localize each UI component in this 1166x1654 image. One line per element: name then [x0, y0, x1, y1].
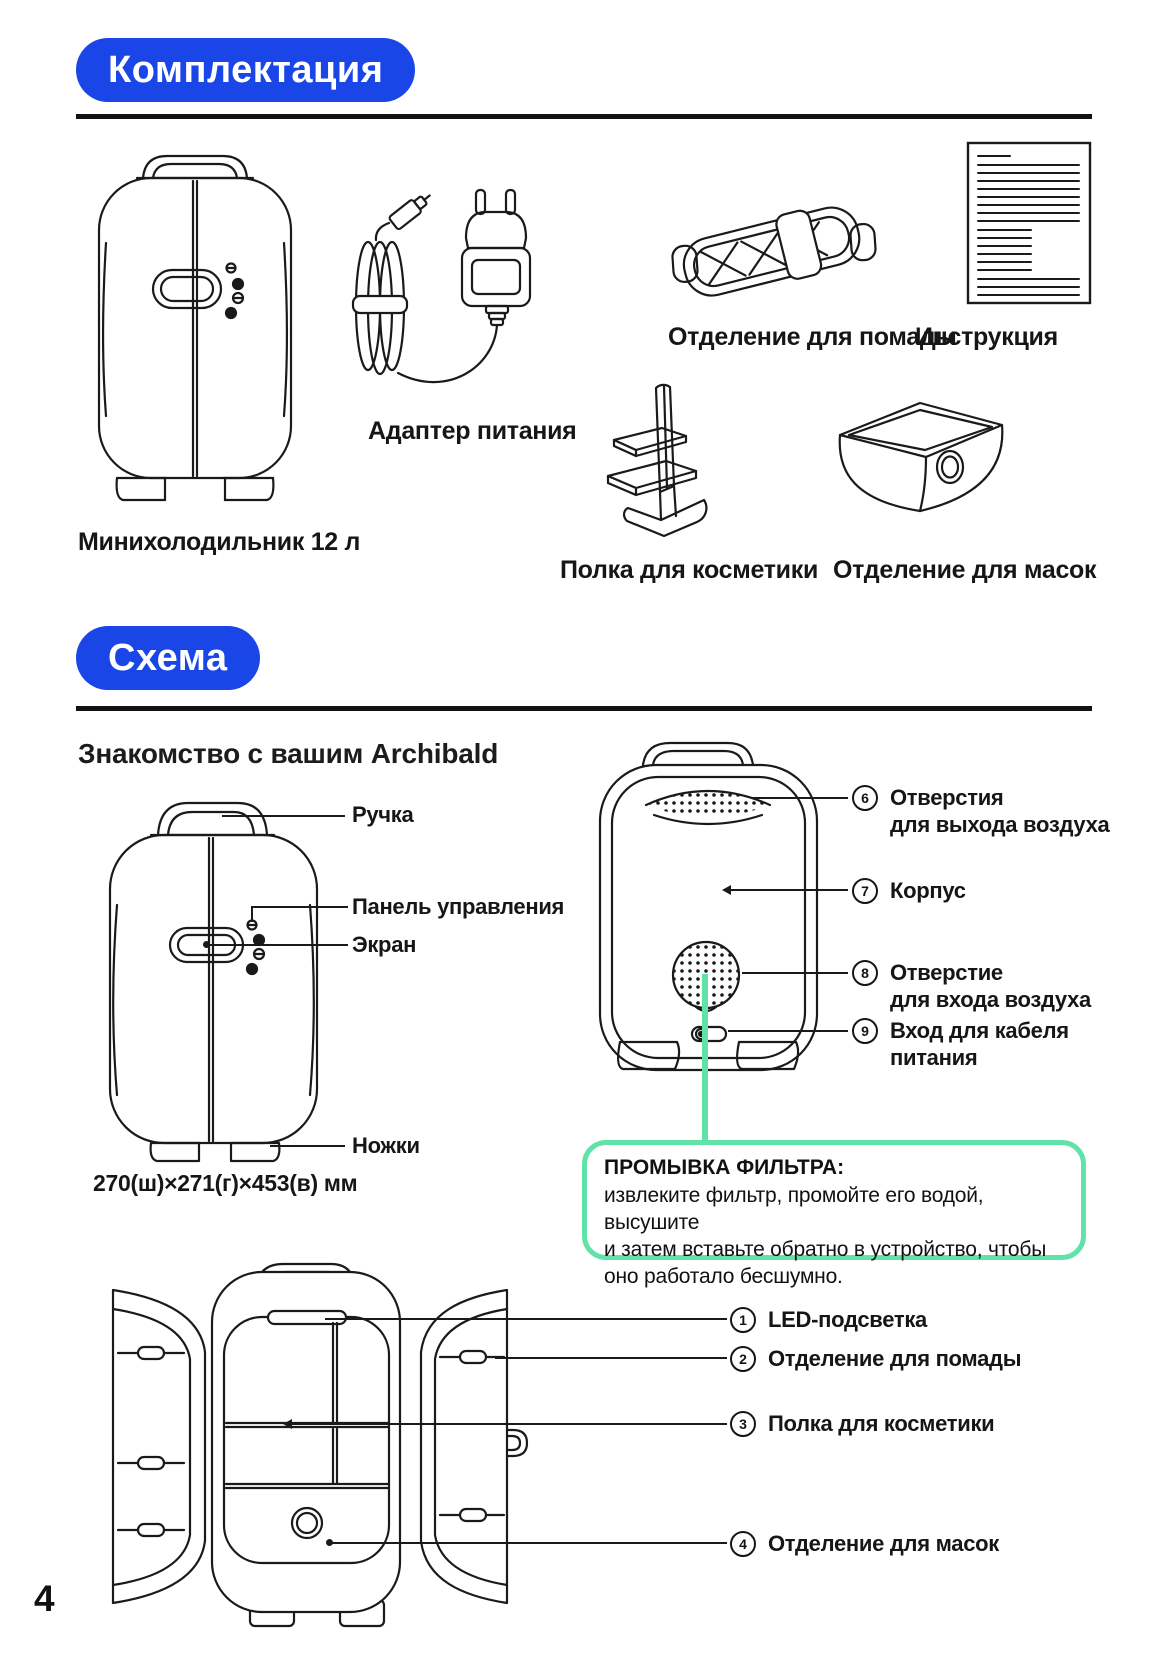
inside-label-led: 1 LED-подсветка — [730, 1306, 927, 1333]
manual-sheet-illustration — [965, 140, 1093, 308]
label-adapter: Адаптер питания — [368, 417, 577, 445]
leader-cable-inlet — [728, 1030, 848, 1032]
lipstick-tray-illustration — [665, 192, 883, 314]
num-circle-8: 8 — [852, 960, 878, 986]
page-number: 4 — [34, 1578, 55, 1619]
leader-panel — [251, 906, 348, 908]
minifridge-illustration — [95, 148, 295, 503]
label-screen: Экран — [352, 932, 417, 957]
section-divider-2 — [76, 706, 1092, 711]
filter-connector-line — [702, 974, 708, 1140]
schema-heading: Знакомство с вашим Archibald — [78, 738, 499, 769]
leader-feet — [270, 1145, 345, 1147]
num-circle-7: 7 — [852, 878, 878, 904]
num-circle-9: 9 — [852, 1018, 878, 1044]
label-dimensions: 270(ш)×271(г)×453(в) мм — [93, 1170, 358, 1196]
cosmetics-shelf-illustration — [600, 378, 730, 550]
num-circle-3: 3 — [730, 1411, 756, 1437]
callout-title: ПРОМЫВКА ФИЛЬТРА: — [604, 1156, 845, 1179]
num-circle-6: 6 — [852, 785, 878, 811]
label-control-panel: Панель управления — [352, 894, 565, 919]
num-circle-4: 4 — [730, 1531, 756, 1557]
front-view-illustration — [105, 795, 320, 1163]
leader-screen — [207, 944, 348, 946]
num-circle-1: 1 — [730, 1307, 756, 1333]
section-badge-package: Комплектация — [76, 38, 415, 102]
leader-shelf — [290, 1423, 727, 1425]
label-manual: Инструкция — [915, 323, 1058, 351]
section-divider — [76, 114, 1092, 119]
leader-panel-v — [251, 906, 253, 922]
masks-box-illustration — [830, 393, 1015, 525]
back-label-air-outlet: 6 Отверстия для выхода воздуха — [852, 784, 1109, 838]
inside-label-shelf: 3 Полка для косметики — [730, 1410, 994, 1437]
filter-wash-callout: ПРОМЫВКА ФИЛЬТРА: извлеките фильтр, промойте его водой, высушите и затем вставьте обратно в устройство, чтобы оно работало бесшумно. — [582, 1140, 1086, 1260]
leader-handle — [222, 815, 345, 817]
back-label-body: 7 Корпус — [852, 877, 966, 904]
label-lipstick-tray: Отделение для помады — [668, 323, 957, 351]
label-minifridge: Минихолодильник 12 л — [78, 528, 361, 556]
leader-lipstick — [495, 1357, 727, 1359]
label-handle: Ручка — [352, 802, 414, 827]
back-view-illustration — [590, 735, 827, 1075]
num-circle-2: 2 — [730, 1346, 756, 1372]
label-cosmetics-shelf: Полка для косметики — [560, 556, 819, 584]
leader-masks — [332, 1542, 727, 1544]
label-feet: Ножки — [352, 1133, 420, 1158]
leader-air-outlet — [752, 797, 848, 799]
leader-body — [729, 889, 848, 891]
leader-led — [325, 1318, 727, 1320]
inside-label-lipstick: 2 Отделение для помады — [730, 1345, 1021, 1372]
section-badge-schema: Схема — [76, 626, 260, 690]
leader-air-inlet — [742, 972, 848, 974]
label-masks-box: Отделение для масок — [833, 556, 1097, 584]
power-adapter-illustration — [348, 186, 540, 422]
back-label-air-inlet: 8 Отверстие для входа воздуха — [852, 959, 1091, 1013]
open-fridge-illustration — [100, 1253, 540, 1630]
inside-label-masks: 4 Отделение для масок — [730, 1530, 999, 1557]
back-label-cable-inlet: 9 Вход для кабеля питания — [852, 1017, 1069, 1071]
